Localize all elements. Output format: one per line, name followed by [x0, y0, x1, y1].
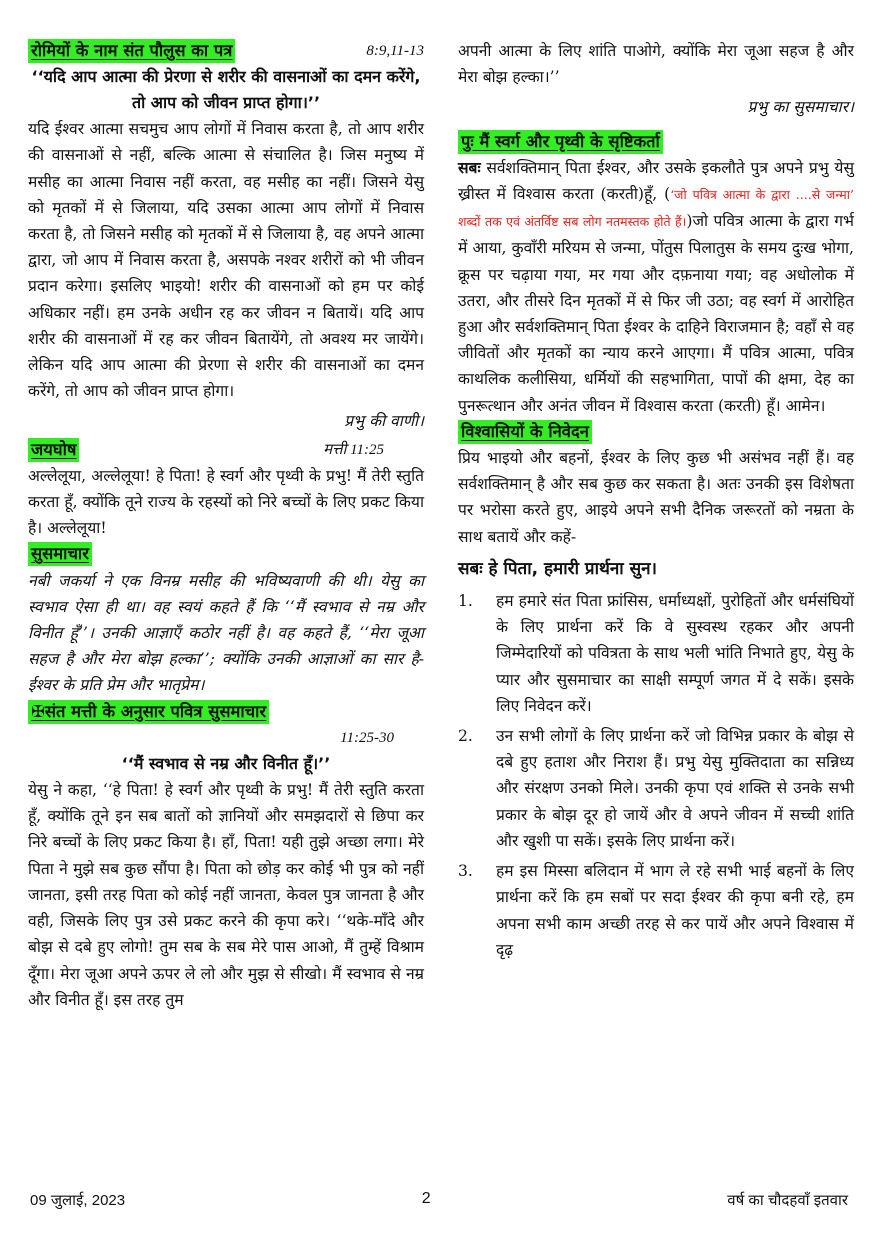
first-reading-reference: 8:9,11-13	[366, 43, 424, 59]
gospel-title: ‘‘मैं स्वभाव से नम्र और विनीत हूँ।’’	[121, 754, 331, 774]
first-reading-title: ‘‘यदि आप आत्मा की प्रेरणा से शरीर की वासनाओं का दमन करेंगे, तो आप को जीवन प्राप्त होगा।’’	[31, 67, 421, 113]
intercessions	[458, 419, 854, 963]
intercessions-list	[458, 588, 854, 963]
creed-body	[458, 155, 854, 419]
intercession-number: 2.	[458, 727, 473, 746]
gospel-heading-text: संत मत्ती के अनुसार पवित्र सुसमाचार	[44, 701, 267, 721]
intercessions-heading: विश्वासियों के निवेदन	[458, 420, 592, 444]
acclamation	[28, 437, 424, 542]
acclamation-reference: मत्ती 11:25	[323, 441, 384, 458]
cross-icon: ✠	[31, 701, 45, 721]
gospel-introduction	[28, 541, 424, 698]
page-footer	[30, 1190, 848, 1210]
acclamation-body: अल्लेलूया, अल्लेलूया! हे पिता! हे स्वर्ग और पृथ्वी के प्रभु! मैं तेरी स्तुति करता हूँ, क्योंकि तूने राज्य के रहस्यों को निरे बच्चों के लिए प्रकट किया है। अल्लेलूया!	[28, 466, 424, 538]
creed-rubric: ‘जो पवित्र आत्मा के द्वारा ....से जन्मा’ शब्दों तक एवं अंतर्विष्ट सब लोग नतमस्तक होते हैं।	[458, 187, 854, 230]
creed-body-start: सर्वशक्तिमान् पिता ईश्वर, और उसके इकलौते पुत्र अपने प्रभु येसु ख्रीस्त में विश्वास करता (करती)हूँ, (	[458, 158, 854, 204]
intercession-item	[458, 723, 854, 854]
footer-occasion: वर्ष का चौदहवाँ इतवार	[727, 1192, 848, 1209]
page-number: 2	[421, 1190, 431, 1207]
first-reading-heading: रोमियों के नाम संत पौलुस का पत्र	[28, 39, 235, 63]
gospel-body-right: अपनी आत्मा के लिए शांति पाओगे, क्योंकि मेरा जूआ सहज है और मेरा बोझ हल्का।’’	[458, 42, 854, 87]
footer-date: 09 जुलाई, 2023	[30, 1192, 126, 1209]
acclamation-heading: जयघोष	[28, 438, 79, 462]
intercessions-response: सबः हे पिता, हमारी प्रार्थना सुन।	[458, 558, 657, 579]
creed-all-label: सबः	[458, 158, 481, 177]
intercession-number: 1.	[458, 592, 473, 611]
gospel-body-left: येसु ने कहा, ‘‘हे पिता! हे स्वर्ग और पृथ्वी के प्रभु! मैं तेरी स्तुति करता हूँ, क्योंकि तूने इन सब बातों को ज्ञानियों और समझदारों से छिपा कर निरे बच्चों के लिए प्रकट किया है। हाँ, पिता! यही तुझे अच्छा लगा। मेरे पिता ने मुझे सब कुछ सौंपा है। पिता को छोड़ कर कोई भी पुत्र को नहीं जानता, इसी तरह पिता को कोई नहीं जानता, केवल पुत्र जानता है और वही, जिसके लिए पुत्र उसे प्रकट करने की कृपा करे। ‘‘थके-माँदे और बोझ से दबे हुए लोगो! तुम सब के सब मेरे पास आओ, मैं तुम्हें विश्राम दूँगा। मेरा जूआ अपने ऊपर ले लो और मुझ से सीखो। मैं स्वभाव से नम्र और विनीत हूँ। इस तरह तुम	[28, 781, 424, 1009]
gospel-reference: 11:25-30	[340, 729, 394, 746]
intercession-text: उन सभी लोगों के लिए प्रार्थना करें जो विभिन्न प्रकार के बोझ से दबे हुए हताश और निराश हैं। प्रभु येसु मुक्तिदाता का सन्निध्य और संरक्षण उनको मिले। उनकी कृपा एवं शक्ति से उनके सभी प्रकार के बोझ दूर हो जायें और वे अपने जीवन में सच्ची शांति और खुशी पा सकें। इसके लिए प्रार्थना करें।	[496, 727, 854, 850]
gospel-intro-heading: सुसमाचार	[28, 542, 92, 566]
creed	[458, 129, 854, 419]
gospel-heading	[28, 700, 269, 724]
first-reading-closing: प्रभु की वाणी।	[344, 412, 424, 431]
intercession-text: हम इस मिस्सा बलिदान में भाग ले रहे सभी भाई बहनों के लिए प्रार्थना करें कि हम सबों पर सदा ईश्वर की कृपा बनी रहे, हम अपना सभी काम अच्छी तरह से कर पायें और अपने विश्वास में दृढ़	[496, 862, 854, 959]
first-reading-body: यदि ईश्वर आत्मा सचमुच आप लोगों में निवास करता है, तो आप शरीर की वासनाओं से नहीं, बल्कि आत्मा से संचालित है। जिस मनुष्य में मसीह का आत्मा निवास नहीं करता, वह मसीह का नहीं। जिसने येसु को मृतकों में से जिलाया, यदि उसका आत्मा आप लोगों में निवास करता है, तो जिसने मसीह को मृतकों में से जिलाया है, वह अपने आत्मा द्वारा, जो आप में निवास करता है, असपके नश्वर शरीरों को भी जीवन प्रदान करेगा। इसलिए भाइयो! शरीर की वासनाओं को हम पर कोई अधिकार नहीं। हम उनके अधीन रह कर जीवन न बितायें। यदि आप शरीर की वासनाओं में रह कर जीवन बितायेंगे, तो अवश्य मर जायेंगे। लेकिन यदि आप आत्मा की प्रेरणा से शरीर की वासनाओं का दमन करेंगे, तो आप को जीवन प्राप्त होगा।	[28, 120, 424, 401]
creed-heading: पुः मैं स्वर्ग और पृथ्वी के सृष्टिकर्ता	[458, 130, 663, 154]
intercession-item	[458, 588, 854, 719]
gospel	[28, 699, 424, 1013]
intercession-text: हम हमारे संत पिता फ्रांसिस, धर्माध्यक्षों, पुरोहितों और धर्मसंघियों के लिए प्रार्थना करें कि वे सुस्वस्थ रहकर और अपनी जिम्मेदारियों को पवित्रता के साथ भली भांति निभाते हुए, येसु के प्यार और सुसमाचार का साक्षी सम्पूर्ण जगत में दे सकें। इसके लिए निवेदन करें।	[496, 592, 854, 715]
first-reading	[28, 38, 424, 435]
intercession-number: 3.	[458, 862, 473, 881]
gospel-continued	[458, 38, 854, 121]
left-column	[28, 38, 424, 1013]
gospel-intro-body: नबी जकर्या ने एक विनम्र मसीह की भविष्यवाणी की थी। येसु का स्वभाव ऐसा ही था। वह स्वयं कहते हैं कि ‘‘मैं स्वभाव से नम्र और विनीत हूँ’’। उनकी आज्ञाएँ कठोर नहीं है। वह कहते हैं, ‘‘मेरा जूआ सहज है और मेरा बोझ हल्का’’; क्योंकि उनकी आज्ञाओं का सार है-ईश्वर के प्रति प्रेम और भातृप्रेम।	[28, 571, 424, 695]
intercessions-intro: प्रिय भाइयो और बहनों, ईश्वर के लिए कुछ भी असंभव नहीं हैं। वह सर्वशक्तिमान् है और सब कुछ कर सकता है। अतः उनकी इस विशेषता पर भरोसा करते हुए, आइये अपने सभी दैनिक जरूरतों को नम्रता के साथ बतायें और कहें-	[458, 449, 854, 546]
gospel-closing: प्रभु का सुसमाचार।	[747, 98, 854, 117]
creed-body-rest: )जो पवित्र आत्मा के द्वारा गर्भ में आया, कुवाँरी मरियम से जन्मा, पोंतुस पिलातुस के समय दुःख भोगा, क्रूस पर चढ़ाया गया, मर गया और दफ़नाया गया; वह अधोलोक में उतरा, और तीसरे दिन मृतकों में से फिर जी उठा; वह स्वर्ग में आरोहित हुआ और सर्वशक्तिमान् पिता ईश्वर के दाहिने विराजमान है; वहाँ से वह जीवितों और मृतकों का न्याय करने आएगा। मैं पवित्र आत्मा, पवित्र काथलिक कलीसिया, धर्मियों की सहभागिता, पापों की क्षमा, देह का पुनरूत्थान और अनंत जीवन में विश्वास करता (करती) हूँ। आमेन।	[458, 212, 854, 415]
right-column	[458, 38, 854, 967]
intercession-item	[458, 858, 854, 963]
